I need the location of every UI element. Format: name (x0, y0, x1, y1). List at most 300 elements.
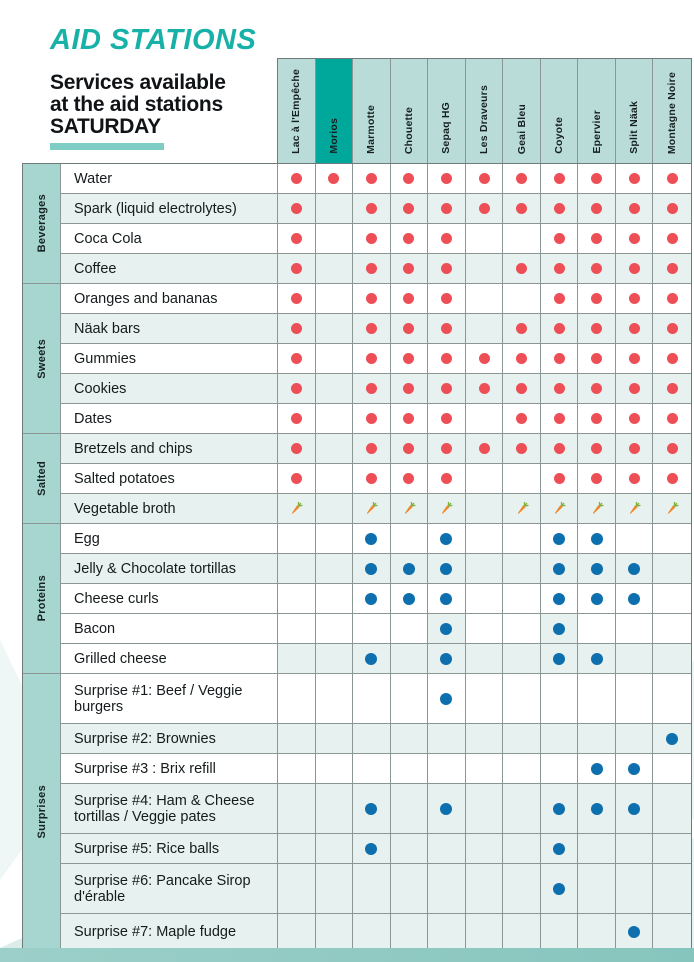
mark-cell (466, 754, 504, 784)
red-dot (554, 203, 565, 214)
group-label-sweets (23, 284, 61, 434)
group-label-text: Surprises (35, 784, 48, 839)
mark-cell (503, 374, 541, 404)
station-column-headers (277, 58, 692, 163)
mark-cell (391, 754, 429, 784)
red-dot (554, 293, 565, 304)
blue-dot (440, 593, 452, 605)
red-dot (291, 293, 302, 304)
red-dot (479, 203, 490, 214)
blue-dot (440, 653, 452, 665)
mark-cell (428, 434, 466, 464)
carrot-icon (514, 501, 530, 517)
row-label-bacon: Bacon (61, 614, 278, 644)
mark-cell (541, 254, 579, 284)
mark-cell (466, 554, 504, 584)
row-label-surprise-7-maple-fudge: Surprise #7: Maple fudge (61, 914, 278, 949)
red-dot (667, 263, 678, 274)
blue-dot (628, 593, 640, 605)
red-dot (403, 263, 414, 274)
red-dot (441, 353, 452, 364)
row-label-gummies: Gummies (61, 344, 278, 374)
mark-cell (541, 724, 579, 754)
mark-cell (428, 834, 466, 864)
mark-cell (353, 914, 391, 949)
mark-cell (353, 164, 391, 194)
mark-cell (616, 404, 654, 434)
red-dot (516, 203, 527, 214)
column-header-label: Coyote (553, 117, 566, 154)
mark-cell (503, 584, 541, 614)
mark-cell (316, 224, 354, 254)
red-dot (403, 173, 414, 184)
carrot-icon (589, 501, 605, 517)
mark-cell (353, 754, 391, 784)
mark-cell (353, 584, 391, 614)
red-dot (667, 233, 678, 244)
mark-cell (653, 724, 691, 754)
red-dot (366, 473, 377, 484)
mark-cell (541, 194, 579, 224)
group-label-text: Beverages (35, 194, 48, 253)
mark-cell (503, 314, 541, 344)
mark-cell (653, 554, 691, 584)
blue-dot (365, 843, 377, 855)
red-dot (629, 443, 640, 454)
mark-cell (616, 524, 654, 554)
mark-cell (653, 864, 691, 914)
red-dot (441, 233, 452, 244)
mark-cell (616, 494, 654, 524)
red-dot (629, 473, 640, 484)
mark-cell (503, 524, 541, 554)
red-dot (591, 233, 602, 244)
column-header-les-draveurs (466, 59, 504, 163)
mark-cell (278, 374, 316, 404)
mark-cell (316, 464, 354, 494)
blue-dot (365, 593, 377, 605)
mark-cell (353, 344, 391, 374)
red-dot (554, 413, 565, 424)
blue-dot (440, 803, 452, 815)
mark-cell (653, 254, 691, 284)
blue-dot (628, 803, 640, 815)
page-title: AID STATIONS (50, 24, 257, 56)
row-label-surprise-5-rice-balls: Surprise #5: Rice balls (61, 834, 278, 864)
mark-cell (428, 674, 466, 724)
mark-cell (503, 464, 541, 494)
mark-cell (653, 194, 691, 224)
row-label-surprise-2-brownies: Surprise #2: Brownies (61, 724, 278, 754)
mark-cell (278, 584, 316, 614)
mark-cell (578, 724, 616, 754)
mark-cell (353, 224, 391, 254)
mark-cell (653, 314, 691, 344)
red-dot (291, 353, 302, 364)
column-header-coyote (541, 59, 579, 163)
mark-cell (428, 224, 466, 254)
mark-cell (278, 464, 316, 494)
column-header-label: Epervier (590, 110, 603, 154)
column-header-split-n-ak (616, 59, 654, 163)
red-dot (403, 233, 414, 244)
mark-cell (503, 164, 541, 194)
mark-cell (616, 864, 654, 914)
mark-cell (353, 404, 391, 434)
red-dot (516, 173, 527, 184)
mark-cell (391, 404, 429, 434)
group-label-text: Sweets (35, 338, 48, 379)
mark-cell (428, 464, 466, 494)
mark-cell (578, 194, 616, 224)
mark-cell (353, 374, 391, 404)
blue-dot (591, 763, 603, 775)
mark-cell (616, 644, 654, 674)
mark-cell (316, 644, 354, 674)
red-dot (591, 173, 602, 184)
mark-cell (278, 494, 316, 524)
mark-cell (503, 724, 541, 754)
mark-cell (541, 644, 579, 674)
mark-cell (616, 224, 654, 254)
mark-cell (541, 784, 579, 834)
column-header-label: Chouette (402, 106, 415, 154)
mark-cell (466, 434, 504, 464)
red-dot (403, 293, 414, 304)
red-dot (366, 443, 377, 454)
red-dot (291, 413, 302, 424)
mark-cell (316, 674, 354, 724)
mark-cell (391, 494, 429, 524)
mark-cell (466, 784, 504, 834)
mark-cell (278, 674, 316, 724)
mark-cell (278, 614, 316, 644)
mark-cell (391, 224, 429, 254)
mark-cell (616, 754, 654, 784)
mark-cell (503, 434, 541, 464)
mark-cell (391, 464, 429, 494)
column-header-marmotte (353, 59, 391, 163)
row-label-bretzels-and-chips: Bretzels and chips (61, 434, 278, 464)
mark-cell (278, 724, 316, 754)
red-dot (366, 413, 377, 424)
red-dot (516, 263, 527, 274)
mark-cell (503, 754, 541, 784)
mark-cell (466, 224, 504, 254)
mark-cell (653, 644, 691, 674)
mark-cell (353, 724, 391, 754)
mark-cell (391, 674, 429, 724)
blue-dot (440, 693, 452, 705)
mark-cell (466, 674, 504, 724)
mark-cell (428, 344, 466, 374)
red-dot (366, 263, 377, 274)
mark-cell (503, 674, 541, 724)
mark-cell (466, 494, 504, 524)
column-header-label: Montagne Noire (666, 71, 679, 154)
mark-cell (541, 284, 579, 314)
subtitle-line-3: SATURDAY (50, 115, 161, 138)
mark-cell (391, 194, 429, 224)
mark-cell (278, 404, 316, 434)
row-label-vegetable-broth: Vegetable broth (61, 494, 278, 524)
mark-cell (541, 754, 579, 784)
red-dot (629, 263, 640, 274)
red-dot (667, 293, 678, 304)
group-label-proteins (23, 524, 61, 674)
red-dot (291, 383, 302, 394)
blue-dot (440, 533, 452, 545)
mark-cell (541, 584, 579, 614)
blue-dot (365, 803, 377, 815)
mark-cell (428, 614, 466, 644)
mark-cell (578, 834, 616, 864)
mark-cell (428, 404, 466, 434)
mark-cell (653, 284, 691, 314)
mark-cell (578, 434, 616, 464)
red-dot (366, 323, 377, 334)
mark-cell (616, 724, 654, 754)
mark-cell (428, 524, 466, 554)
mark-cell (316, 584, 354, 614)
mark-cell (466, 164, 504, 194)
red-dot (591, 323, 602, 334)
red-dot (516, 413, 527, 424)
mark-cell (616, 344, 654, 374)
blue-dot (628, 563, 640, 575)
mark-cell (353, 464, 391, 494)
red-dot (591, 353, 602, 364)
mark-cell (353, 834, 391, 864)
row-label-spark-liquid-electrolytes: Spark (liquid electrolytes) (61, 194, 278, 224)
red-dot (291, 263, 302, 274)
mark-cell (578, 614, 616, 644)
column-header-sepaq-hg (428, 59, 466, 163)
mark-cell (578, 554, 616, 584)
mark-cell (466, 914, 504, 949)
red-dot (516, 383, 527, 394)
red-dot (554, 323, 565, 334)
mark-cell (316, 374, 354, 404)
red-dot (366, 383, 377, 394)
mark-cell (353, 314, 391, 344)
row-label-salted-potatoes: Salted potatoes (61, 464, 278, 494)
red-dot (667, 323, 678, 334)
red-dot (516, 353, 527, 364)
mark-cell (428, 864, 466, 914)
red-dot (554, 473, 565, 484)
mark-cell (353, 784, 391, 834)
carrot-icon (401, 501, 417, 517)
mark-cell (391, 374, 429, 404)
mark-cell (316, 434, 354, 464)
group-label-text: Salted (35, 461, 48, 496)
red-dot (441, 383, 452, 394)
row-label-cheese-curls: Cheese curls (61, 584, 278, 614)
mark-cell (616, 914, 654, 949)
mark-cell (466, 284, 504, 314)
carrot-icon (551, 501, 567, 517)
red-dot (554, 353, 565, 364)
mark-cell (316, 344, 354, 374)
red-dot (403, 323, 414, 334)
blue-dot (591, 593, 603, 605)
mark-cell (503, 784, 541, 834)
blue-dot (628, 926, 640, 938)
row-label-water: Water (61, 164, 278, 194)
mark-cell (316, 914, 354, 949)
mark-cell (653, 434, 691, 464)
carrot-icon (664, 501, 680, 517)
row-label-egg: Egg (61, 524, 278, 554)
mark-cell (653, 164, 691, 194)
mark-cell (316, 614, 354, 644)
red-dot (403, 353, 414, 364)
mark-cell (616, 194, 654, 224)
mark-cell (541, 834, 579, 864)
red-dot (441, 323, 452, 334)
mark-cell (541, 524, 579, 554)
mark-cell (578, 374, 616, 404)
row-label-n-ak-bars: Näak bars (61, 314, 278, 344)
mark-cell (541, 464, 579, 494)
mark-cell (428, 754, 466, 784)
blue-dot (628, 763, 640, 775)
mark-cell (466, 344, 504, 374)
carrot-icon (626, 501, 642, 517)
red-dot (479, 443, 490, 454)
red-dot (667, 383, 678, 394)
column-header-geai-bleu (503, 59, 541, 163)
mark-cell (578, 254, 616, 284)
mark-cell (541, 374, 579, 404)
mark-cell (541, 344, 579, 374)
mark-cell (466, 864, 504, 914)
blue-dot (365, 563, 377, 575)
mark-cell (428, 784, 466, 834)
mark-cell (466, 724, 504, 754)
mark-cell (278, 434, 316, 464)
red-dot (629, 233, 640, 244)
mark-cell (503, 614, 541, 644)
mark-cell (578, 524, 616, 554)
column-header-montagne-noire (653, 59, 691, 163)
mark-cell (278, 224, 316, 254)
mark-cell (316, 254, 354, 284)
mark-cell (503, 254, 541, 284)
mark-cell (616, 674, 654, 724)
group-label-surprises (23, 674, 61, 949)
footer-teal-band (0, 948, 694, 962)
mark-cell (391, 254, 429, 284)
mark-cell (316, 834, 354, 864)
mark-cell (466, 644, 504, 674)
table-body (22, 163, 692, 950)
row-label-grilled-cheese: Grilled cheese (61, 644, 278, 674)
red-dot (629, 293, 640, 304)
mark-cell (578, 914, 616, 949)
red-dot (554, 443, 565, 454)
red-dot (403, 203, 414, 214)
mark-cell (653, 344, 691, 374)
blue-dot (365, 653, 377, 665)
blue-dot (591, 563, 603, 575)
red-dot (591, 443, 602, 454)
mark-cell (278, 554, 316, 584)
row-label-oranges-and-bananas: Oranges and bananas (61, 284, 278, 314)
mark-cell (578, 224, 616, 254)
mark-cell (278, 834, 316, 864)
red-dot (366, 203, 377, 214)
mark-cell (428, 284, 466, 314)
mark-cell (541, 164, 579, 194)
mark-cell (428, 194, 466, 224)
red-dot (667, 473, 678, 484)
mark-cell (541, 404, 579, 434)
mark-cell (503, 344, 541, 374)
mark-cell (391, 164, 429, 194)
mark-cell (316, 864, 354, 914)
mark-cell (391, 784, 429, 834)
mark-cell (503, 914, 541, 949)
red-dot (403, 473, 414, 484)
blue-dot (591, 533, 603, 545)
mark-cell (391, 914, 429, 949)
mark-cell (391, 584, 429, 614)
red-dot (328, 173, 339, 184)
blue-dot (365, 533, 377, 545)
mark-cell (466, 584, 504, 614)
mark-cell (466, 404, 504, 434)
mark-cell (653, 614, 691, 644)
mark-cell (353, 254, 391, 284)
red-dot (366, 293, 377, 304)
mark-cell (503, 494, 541, 524)
mark-cell (428, 644, 466, 674)
mark-cell (616, 284, 654, 314)
mark-cell (428, 254, 466, 284)
mark-cell (503, 864, 541, 914)
red-dot (291, 473, 302, 484)
mark-cell (391, 344, 429, 374)
mark-cell (466, 464, 504, 494)
mark-cell (391, 554, 429, 584)
blue-dot (553, 533, 565, 545)
mark-cell (466, 254, 504, 284)
red-dot (441, 263, 452, 274)
mark-cell (653, 754, 691, 784)
mark-cell (653, 224, 691, 254)
mark-cell (541, 864, 579, 914)
mark-cell (316, 404, 354, 434)
group-label-salted (23, 434, 61, 524)
row-label-surprise-6-pancake-sirop-d-rable: Surprise #6: Pancake Sirop d'érable (61, 864, 278, 914)
red-dot (366, 233, 377, 244)
red-dot (441, 173, 452, 184)
mark-cell (616, 784, 654, 834)
mark-cell (503, 834, 541, 864)
column-header-label: Sepaq HG (440, 102, 453, 154)
column-header-label: Geai Bleu (515, 103, 528, 154)
red-dot (667, 353, 678, 364)
blue-dot (553, 883, 565, 895)
mark-cell (503, 404, 541, 434)
mark-cell (353, 674, 391, 724)
red-dot (629, 383, 640, 394)
blue-dot (591, 653, 603, 665)
red-dot (629, 323, 640, 334)
column-header-chouette (391, 59, 429, 163)
